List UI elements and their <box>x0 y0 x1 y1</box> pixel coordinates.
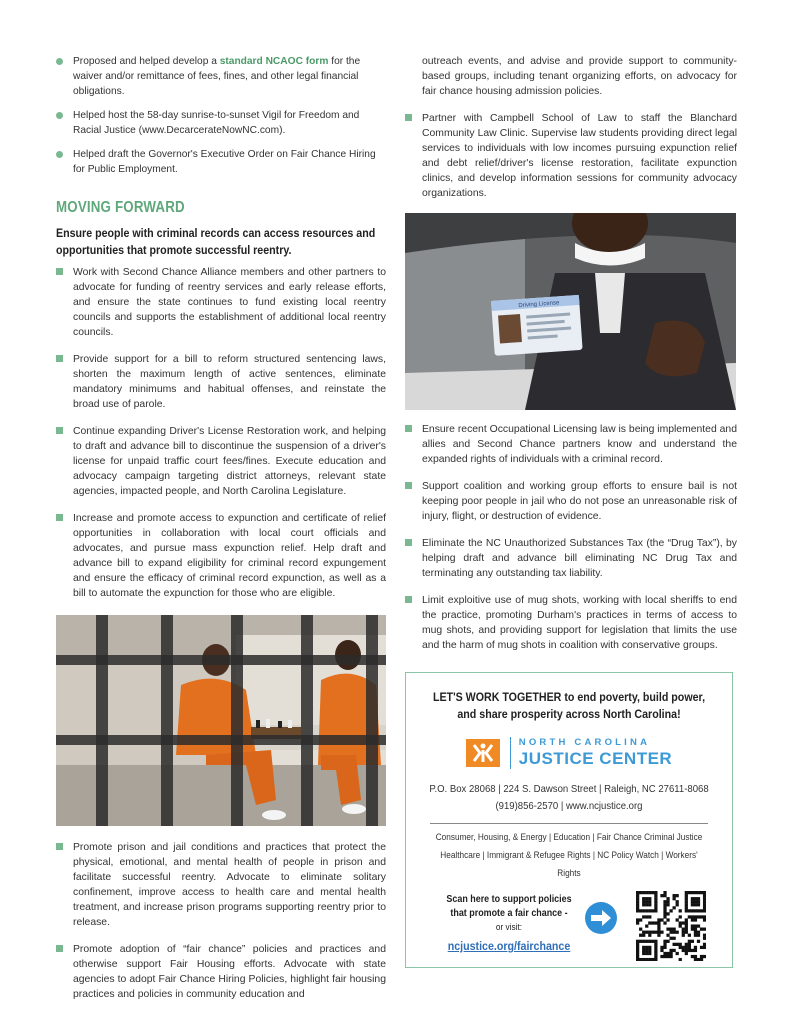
moving-forward-heading: MOVING FORWARD <box>56 199 185 216</box>
right-item-list-after-photo <box>405 422 737 653</box>
divider <box>430 823 708 824</box>
bullet-square-icon <box>56 268 63 275</box>
left-column <box>56 54 386 1014</box>
right-column <box>405 54 737 665</box>
address: P.O. Box 28068 | 224 S. Dawson Street | Raleigh, NC 27611-8068 <box>429 784 709 795</box>
scan-text: Scan here to support policies that promote a fair chance - or visit: ncjustice.org/fairchance <box>446 894 572 953</box>
intro-bullet-list <box>56 54 386 177</box>
left-item-list-after-photo <box>56 840 386 1002</box>
bullet-square-icon <box>405 482 412 489</box>
fairchance-link[interactable]: ncjustice.org/fairchance <box>447 939 571 953</box>
bullet-square-icon <box>56 843 63 850</box>
scan-row <box>406 891 732 971</box>
left-item-list <box>56 265 386 601</box>
bullet-square-icon <box>56 427 63 434</box>
contact-info <box>419 781 719 815</box>
list-item: Partner with Campbell School of Law to staff the Blanchard Community Law Clinic. Supervise law students providing direct legal services to individuals with low incomes pursuing expunction relief and debt relief/driver's license restoration, facilitate expunction clinics, and develop information sessions for community advocacy organizations. <box>405 111 737 201</box>
continued-item: outreach events, and advise and provide support to community-based groups, including tenant organizing efforts, on advocacy for fair chance housing admission policies. <box>422 56 737 97</box>
topics: Consumer, Housing, & Energy | Education | Fair Chance Criminal Justice Healthcare | Immigrant & Refugee Rights | NC Policy Watch | Workers' Rights <box>435 832 703 879</box>
moving-forward-subheading: Ensure people with criminal records can access resources and opportunities that promote successful reentry. <box>56 226 376 257</box>
list-item: Provide support for a bill to reform structured sentencing laws, shorten the maximum length of active sentences, eliminate mandatory minimums and habitual offenses, and reinstate the broad use of parole. <box>56 352 386 412</box>
cta-headline: LET'S WORK TOGETHER to end poverty, build power, and share prosperity across North Carolina! <box>432 690 706 721</box>
intro-bullet: Helped draft the Governor's Executive Order on Fair Chance Hiring for Public Employment. <box>56 147 386 177</box>
license-photo <box>405 213 736 410</box>
bullet-square-icon <box>56 355 63 362</box>
license-card-label: Driving License <box>518 300 560 310</box>
list-item: Work with Second Chance Alliance members and other partners to advocate for funding of reentry services and early release efforts, and ensure the state continues to fund existing local reentry councils and supports the establishment of additional local reentry councils. <box>56 265 386 340</box>
qr-code[interactable] <box>636 891 706 961</box>
intro-bullet: Proposed and helped develop a standard NCAOC form for the waiver and/or remittance of fees, fines, and other legal financial obligations. <box>56 54 386 99</box>
bullet-dot-icon <box>56 112 63 119</box>
phone-web: (919)856-2570 | www.ncjustice.org <box>495 801 643 812</box>
logo-text: NORTH CAROLINA JUSTICE CENTER <box>510 737 672 769</box>
bullet-square-icon <box>405 425 412 432</box>
bullet-square-icon <box>405 539 412 546</box>
bullet-square-icon <box>56 945 63 952</box>
bullet-dot-icon <box>56 151 63 158</box>
bullet-square-icon <box>405 114 412 121</box>
ncaoc-form-link[interactable]: standard NCAOC form <box>219 56 329 67</box>
list-item: Ensure recent Occupational Licensing law is being implemented and allies and Second Chance partners know and understand the expanded rights of individuals with a criminal record. <box>405 422 737 467</box>
intro-bullet: Helped host the 58-day sunrise-to-sunset Vigil for Freedom and Racial Justice (www.DecarcerateNowNC.com). <box>56 108 386 138</box>
list-item: Limit exploitive use of mug shots, working with local sheriffs to end the practice, promoting Durham's practices in terms of access to mug shots, and providing support for legislation that limits the use and the harm of mug shots in coalition with conservative groups. <box>405 593 737 653</box>
list-item: Promote prison and jail conditions and practices that protect the physical, emotional, and mental health of people in prison and facilitate successful reentry. Advocate to eliminate solitary confinement, improve access to health care and mental health treatment, and increase prison programs supporting reentry prior to release. <box>56 840 386 930</box>
list-item: Eliminate the NC Unauthorized Substances Tax (the “Drug Tax”), by helping draft and advance bill eliminating NC Drug Tax and terminating any outstanding tax liability. <box>405 536 737 581</box>
logo-figures-icon <box>466 739 500 767</box>
arrow-right-icon <box>584 901 618 935</box>
bullet-dot-icon <box>56 58 63 65</box>
prison-photo <box>56 615 386 826</box>
list-item: Continue expanding Driver's License Restoration work, and helping to draft and advance bill to discontinue the suspension of a driver's license for unpaid traffic court fees/fines. Execute education and advocacy campaign targeting district attorneys, relevant state agencies, impacted people, and North Carolina Legislature. <box>56 424 386 499</box>
list-item: Increase and promote access to expunction and certificate of relief opportunities in collaboration with local court officials and advocates, and pursue mass expunction relief. Help draft and advance bill to expand eligibility for criminal record expungement and ensure the efficacy of criminal record expunction, as well as a bill to automate the expunction for those who are eligible. <box>56 511 386 601</box>
cta-box <box>405 672 733 968</box>
list-item: Promote adoption of “fair chance” policies and practices and otherwise support Fair Housing efforts. Advocate with state agencies to adopt Fair Chance Hiring Policies, highlight fair housing practices and policies in community education and <box>56 942 386 1002</box>
right-item-list <box>405 111 737 201</box>
list-item: Support coalition and working group efforts to ensure bail is not keeping poor people in jail who do not pose an unreasonable risk of injury, flight, or destruction of evidence. <box>405 479 737 524</box>
ncjc-logo <box>406 737 732 769</box>
bullet-square-icon <box>56 514 63 521</box>
bullet-square-icon <box>405 596 412 603</box>
